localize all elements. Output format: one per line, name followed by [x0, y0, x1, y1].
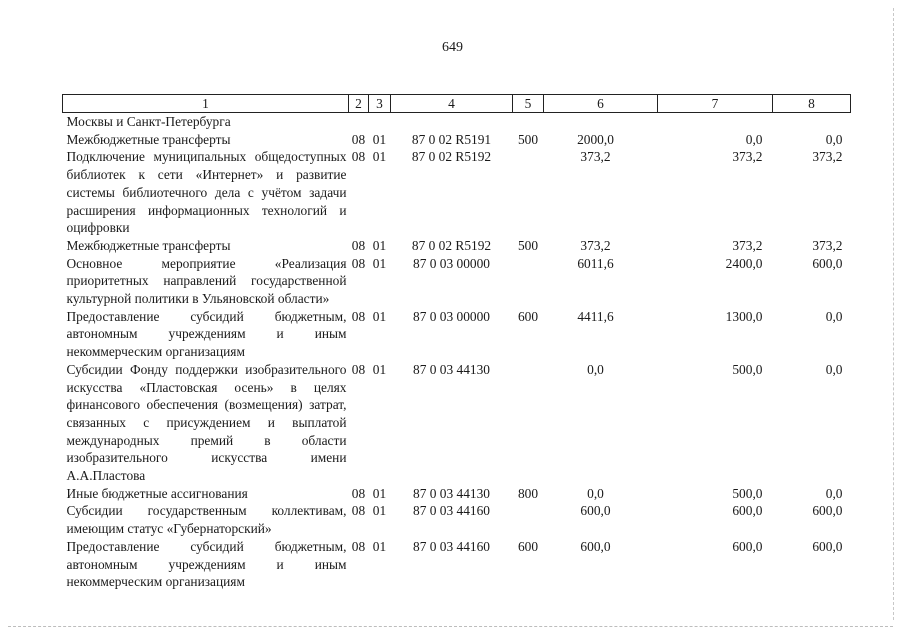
cell-amount-year-3: 373,2 [812, 149, 843, 165]
scan-edge-bottom [8, 626, 893, 627]
header-col-4: 4 [391, 95, 513, 113]
cell-target-article: 87 0 02 R5191 [411, 131, 492, 147]
cell-amount-year-2: 500,0 [732, 361, 763, 377]
cell-amount-year-2 [658, 113, 773, 131]
cell-expense-type [513, 113, 544, 131]
cell-amount-year-2: 0,0 [745, 131, 763, 147]
cell-amount-year-1: 600,0 [580, 503, 611, 519]
cell-amount-year-3: 373,2 [812, 237, 843, 253]
table-body [63, 113, 851, 591]
cell-name: Основное мероприятие «Реализация приоритетных направлений государственной культурной политики в Ульяновской области» [66, 255, 347, 307]
cell-amount-year-1: 0,0 [587, 485, 604, 501]
cell-amount-year-3: 600,0 [812, 538, 843, 554]
cell-name: Субсидии государственным коллективам, имеющим статус «Губернаторский» [66, 503, 347, 537]
cell-amount-year-1: 2000,0 [577, 131, 614, 147]
table-row [63, 131, 851, 149]
header-col-6: 6 [544, 95, 658, 113]
cell-name: Межбюджетные трансферты [66, 237, 231, 253]
cell-section: 08 [351, 131, 366, 147]
cell-section: 08 [351, 237, 366, 253]
cell-amount-year-2: 373,2 [732, 237, 763, 253]
cell-section: 08 [351, 149, 366, 165]
cell-subsection: 01 [372, 503, 387, 519]
header-col-5: 5 [513, 95, 544, 113]
cell-amount-year-3: 600,0 [812, 503, 843, 519]
cell-subsection: 01 [372, 485, 387, 501]
cell-expense-type [513, 255, 544, 308]
cell-amount-year-3: 0,0 [825, 485, 843, 501]
cell-section: 08 [351, 255, 366, 271]
cell-amount-year-2: 373,2 [732, 149, 763, 165]
cell-amount-year-2: 1300,0 [725, 308, 763, 324]
table-header-row [63, 95, 851, 113]
table-row [63, 148, 851, 237]
cell-expense-type [513, 361, 544, 485]
cell-amount-year-1: 6011,6 [577, 255, 614, 271]
scan-edge-right [893, 8, 894, 620]
cell-target-article: 87 0 03 00000 [413, 308, 490, 324]
cell-amount-year-3: 0,0 [825, 131, 843, 147]
table-row [63, 113, 851, 131]
page-number: 649 [442, 40, 463, 55]
cell-amount-year-3 [773, 113, 851, 131]
cell-subsection: 01 [372, 237, 387, 253]
cell-amount-year-1: 600,0 [580, 538, 611, 554]
header-col-2: 2 [349, 95, 369, 113]
cell-expense-type: 500 [517, 237, 539, 253]
cell-amount-year-3: 600,0 [812, 255, 843, 271]
cell-expense-type: 600 [517, 308, 539, 324]
cell-amount-year-3: 0,0 [825, 308, 843, 324]
cell-expense-type [513, 502, 544, 537]
cell-section: 08 [351, 503, 366, 519]
cell-name: Субсидии Фонду поддержки изобразительного искусства «Пластовская осень» в целях финансового обеспечения (возмещения) затрат, связанных с присуждением и выплатой международных премий в области изобразительного искусства имени А.А.Пластова [66, 361, 347, 484]
table-row [63, 237, 851, 255]
cell-subsection: 01 [372, 131, 387, 147]
cell-amount-year-2: 500,0 [732, 485, 763, 501]
table-row [63, 255, 851, 308]
table-row [63, 538, 851, 591]
cell-subsection: 01 [372, 308, 387, 324]
budget-table [62, 94, 851, 591]
cell-subsection [369, 113, 391, 131]
cell-target-article: 87 0 03 44130 [413, 361, 490, 377]
cell-section: 08 [351, 361, 366, 377]
header-col-1: 1 [63, 95, 349, 113]
cell-amount-year-1: 4411,6 [577, 308, 614, 324]
cell-subsection: 01 [372, 255, 387, 271]
cell-amount-year-1: 373,2 [580, 149, 611, 165]
cell-amount-year-1: 373,2 [580, 237, 611, 253]
cell-name: Москвы и Санкт-Петербурга [66, 114, 231, 129]
table-row [63, 361, 851, 485]
cell-amount-year-2: 600,0 [732, 538, 763, 554]
cell-expense-type [513, 148, 544, 237]
cell-amount-year-3: 0,0 [825, 361, 843, 377]
header-col-7: 7 [658, 95, 773, 113]
table-row [63, 485, 851, 503]
cell-name: Иные бюджетные ассигнования [66, 485, 248, 501]
cell-subsection: 01 [372, 538, 387, 554]
cell-name: Межбюджетные трансферты [66, 131, 231, 147]
cell-section: 08 [351, 538, 366, 554]
cell-target-article: 87 0 03 44130 [413, 485, 490, 501]
cell-amount-year-2: 600,0 [732, 503, 763, 519]
cell-name: Предоставление субсидий бюджетным, автономным учреждениям и иным некоммерческим организациям [66, 308, 347, 360]
cell-target-article: 87 0 02 R5192 [411, 149, 492, 165]
table-row [63, 308, 851, 361]
header-col-8: 8 [773, 95, 851, 113]
cell-expense-type: 800 [517, 485, 539, 501]
cell-subsection: 01 [372, 149, 387, 165]
cell-subsection: 01 [372, 361, 387, 377]
cell-amount-year-1 [544, 113, 658, 131]
cell-section [349, 113, 369, 131]
cell-section: 08 [351, 485, 366, 501]
header-col-3: 3 [369, 95, 391, 113]
cell-expense-type: 600 [517, 538, 539, 554]
cell-expense-type: 500 [517, 131, 539, 147]
cell-section: 08 [351, 308, 366, 324]
cell-amount-year-1: 0,0 [587, 361, 604, 377]
cell-amount-year-2: 2400,0 [725, 255, 763, 271]
cell-target-article: 87 0 03 00000 [413, 255, 490, 271]
cell-target-article: 87 0 03 44160 [413, 503, 490, 519]
cell-target-article: 87 0 03 44160 [413, 538, 490, 554]
cell-target-article: 87 0 02 R5192 [411, 237, 492, 253]
cell-name: Подключение муниципальных общедоступных библиотек к сети «Интернет» и развитие системы библиотечного дела с учётом задачи расширения информационных технологий и оцифровки [66, 149, 347, 236]
cell-name: Предоставление субсидий бюджетным, автономным учреждениям и иным некоммерческим организациям [66, 538, 347, 590]
cell-target-article [391, 113, 513, 131]
table-row [63, 502, 851, 537]
